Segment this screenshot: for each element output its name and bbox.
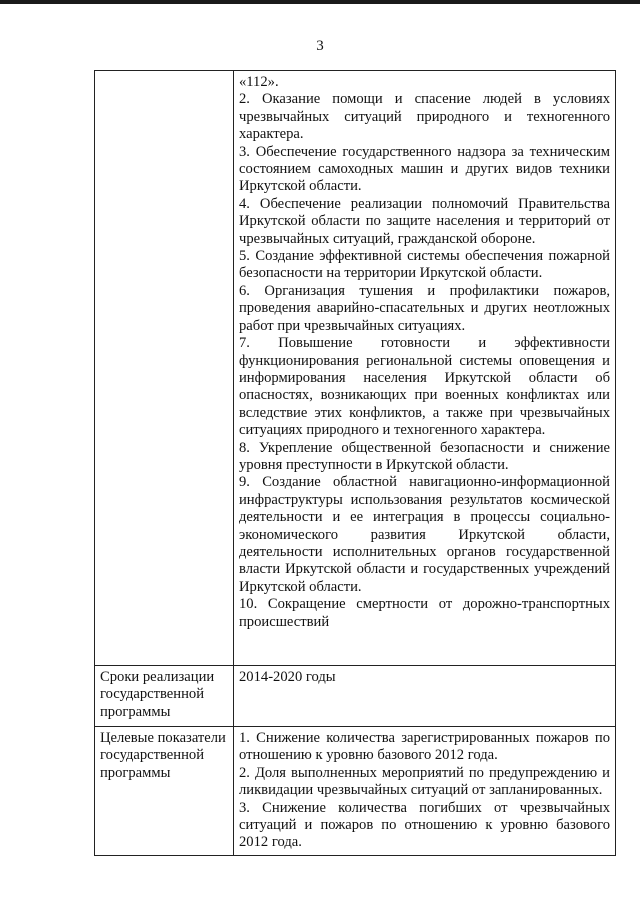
period-value: 2014-2020 годы — [239, 669, 336, 685]
task-item: 7. Повышение готовности и эффективности функционирования региональной системы оповещения и информирования населения Иркутской области об опасностях, возникающих при военных конфликтах или вследствие этих конфликтов, а также при чрезвычайных ситуациях природного и техногенного характера. — [239, 335, 610, 439]
task-item: 2. Оказание помощи и спасение людей в условиях чрезвычайных ситуаций природного и техногенного характера. — [239, 91, 610, 143]
task-item: 10. Сокращение смертности от дорожно-транспортных происшествий — [239, 596, 610, 630]
tasks-cell — [234, 71, 616, 666]
indicator-item: 2. Доля выполненных мероприятий по предупреждению и ликвидации чрезвычайных ситуаций от запланированных. — [239, 764, 610, 799]
task-item: 4. Обеспечение реализации полномочий Правительства Иркутской области по защите населения и территорий от чрезвычайных ситуаций, гражданской обороне. — [239, 195, 610, 247]
page-number: 3 — [316, 38, 324, 54]
table-row-indicators — [95, 727, 616, 856]
table-row-tasks — [95, 71, 616, 666]
indicator-item: 3. Снижение количества погибших от чрезвычайных ситуаций и пожаров по отношению к уровню базового 2012 года. — [239, 799, 610, 851]
task-item: 6. Организация тушения и профилактики пожаров, проведения аварийно-спасательных и других неотложных работ при чрезвычайных ситуациях. — [239, 282, 610, 334]
table-row-period — [95, 666, 616, 727]
task-item: 9. Создание областной навигационно-информационной инфраструктуры использования результатов космической деятельности и ее интеграция в процессы социально-экономического развития Иркутской области, деятельности исполнительных органов государственной власти Иркутской области и государственных учреждений Иркутской области. — [239, 474, 610, 595]
task-item: 8. Укрепление общественной безопасности и снижение уровня преступности в Иркутской области. — [239, 439, 610, 473]
task-item: 5. Создание эффективной системы обеспечения пожарной безопасности на территории Иркутской области. — [239, 248, 610, 282]
period-cell — [234, 666, 616, 727]
indicator-item: 1. Снижение количества зарегистрированных пожаров по отношению к уровню базового 2012 года. — [239, 730, 610, 764]
row-label-indicators: Целевые показатели государственной программы — [95, 727, 234, 856]
row-label-period: Сроки реализации государственной программы — [95, 666, 234, 727]
task-item: «112». — [239, 74, 279, 90]
task-item: 3. Обеспечение государственного надзора за техническим состоянием самоходных машин и других видов техники Иркутской области. — [239, 143, 610, 195]
program-passport-table — [94, 70, 616, 856]
indicators-cell — [234, 727, 616, 856]
scan-top-edge — [0, 0, 640, 4]
row-label-tasks — [95, 71, 234, 666]
